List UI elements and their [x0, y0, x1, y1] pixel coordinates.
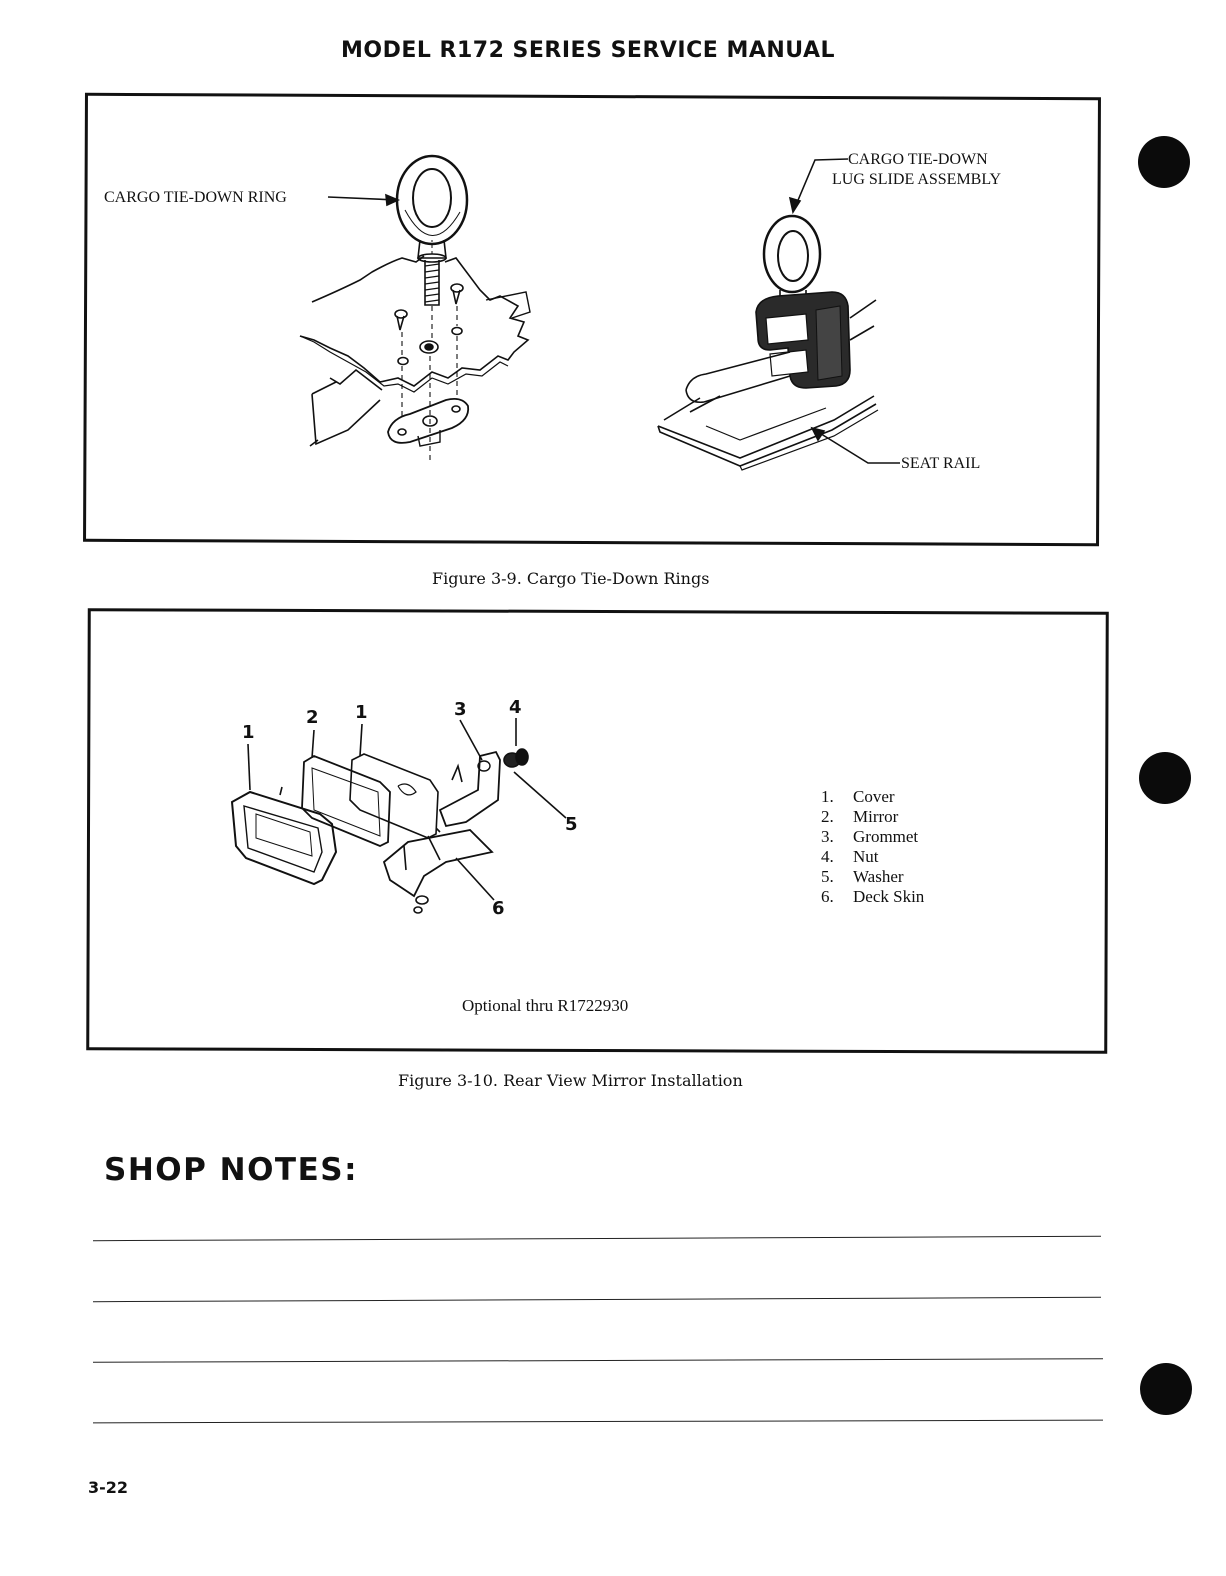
- lug-slide-label-line1: CARGO TIE-DOWN: [848, 151, 988, 168]
- legend-item: 3. Grommet: [821, 827, 919, 846]
- legend-item: 4. Nut: [821, 847, 879, 866]
- figure-3-10-caption: Figure 3-10. Rear View Mirror Installation: [398, 1071, 743, 1090]
- page-number: 3-22: [88, 1478, 129, 1497]
- parts-legend: [821, 787, 924, 907]
- effectivity-note: Optional thru R1722930: [462, 996, 629, 1015]
- figure-3-9-caption: Figure 3-9. Cargo Tie-Down Rings: [432, 569, 710, 588]
- callout-2-mirror: 2: [306, 707, 319, 728]
- legend-item: 5. Washer: [821, 867, 904, 886]
- legend-item: 2. Mirror: [821, 807, 899, 826]
- lug-slide-label-line2: LUG SLIDE ASSEMBLY: [832, 171, 1002, 188]
- callout-4-nut: 4: [509, 697, 522, 718]
- page-title: MODEL R172 SERIES SERVICE MANUAL: [340, 38, 836, 63]
- callout-1-back-plate: 1: [355, 702, 368, 723]
- callout-1-cover: 1: [242, 722, 255, 743]
- callout-3-grommet: 3: [454, 699, 467, 720]
- cargo-tie-down-ring-label: CARGO TIE-DOWN RING: [104, 189, 287, 206]
- callout-5-washer: 5: [565, 814, 578, 835]
- callout-6-deck-skin: 6: [492, 898, 505, 919]
- seat-rail-label: SEAT RAIL: [901, 455, 981, 472]
- legend-item: 6. Deck Skin: [821, 887, 925, 906]
- legend-item: 1. Cover: [821, 787, 895, 806]
- shop-notes-heading: SHOP NOTES:: [104, 1152, 358, 1188]
